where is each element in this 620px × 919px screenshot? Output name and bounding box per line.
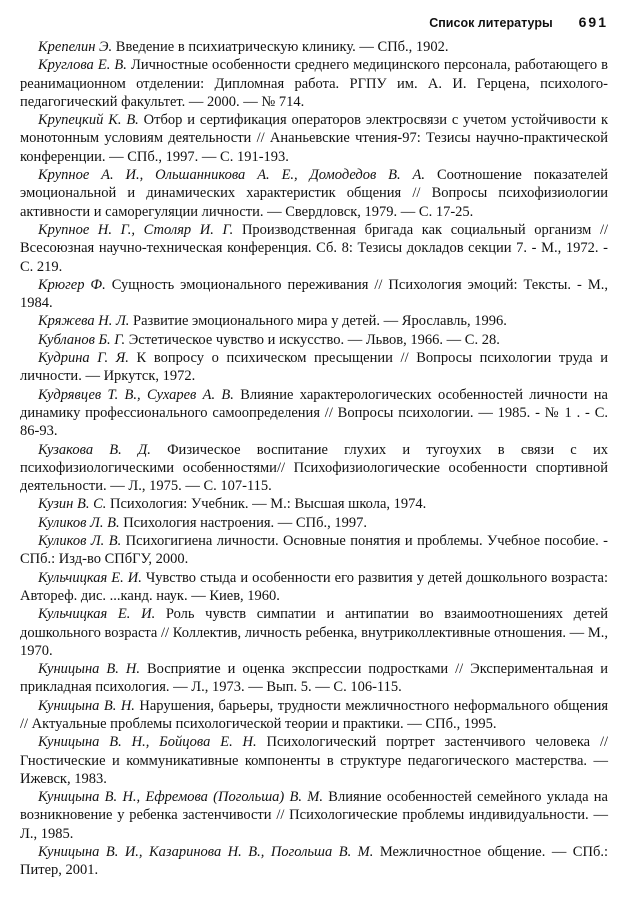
entry-author: Куницына В. Н.: [38, 661, 140, 678]
entry-author: Круглова Е. В.: [38, 57, 127, 74]
entry-text: К вопросу о психическом пресыщении // Вопросы психологии труда и личности. — Иркутск, 1972.: [20, 350, 608, 385]
bibliography-entry: [20, 441, 608, 496]
entry-text: Психогигиена личности. Основные понятия и проблемы. Учебное пособие. - СПб.: Изд-во СПбГУ, 2000.: [20, 533, 608, 568]
entry-author: Крюгер Ф.: [38, 276, 106, 293]
bibliography-entry: [20, 569, 608, 606]
bibliography-entry: [20, 111, 608, 166]
entry-author: Кряжева Н. Л.: [38, 313, 130, 330]
bibliography-entry: [20, 514, 608, 532]
entry-author: Крупное Н. Г., Столяр И. Г.: [38, 221, 234, 238]
bibliography-entry: [20, 532, 608, 569]
entry-author: Куницына В. Н., Бойцова Е. Н.: [38, 734, 257, 751]
bibliography-entry: [20, 788, 608, 843]
entry-text: Отбор и сертификация операторов электросвязи с учетом устойчивости к монотонным условиям деятельности // Ананьевские чтения-97: Тезисы научно-практической конференции. — СПб., 1997. — С. 191-193.: [20, 112, 608, 165]
entry-author: Куницына В. Н.: [38, 697, 135, 714]
bibliography-entry: [20, 38, 608, 56]
entry-author: Куницына В. Н., Ефремова (Погольша) В. М.: [38, 789, 323, 806]
bibliography-entry: [20, 605, 608, 660]
entry-author: Кудрявцев Т. В., Сухарев А. В.: [38, 386, 234, 403]
entry-author: Кубланов Б. Г.: [38, 331, 126, 348]
entry-text: Производственная бригада как социальный организм // Всесоюзная научно-техническая конференция. Сб. 8: Тезисы докладов секции 7. - М., 1972. - С. 219.: [20, 221, 608, 275]
bibliography-entry: [20, 331, 608, 349]
entry-author: Кудрина Г. Я.: [38, 350, 129, 367]
bibliography-entry: [20, 221, 608, 276]
entry-text: Личностные особенности среднего медицинского персонала, работающего в реанимационном отделении: Дипломная работа. РГПУ им. А. И. Герцена, психолого-педагогический факультет. — 2000. — № 714.: [20, 57, 609, 110]
entry-author: Крупецкий К. В.: [38, 112, 139, 129]
entry-author: Куницына В. И., Казаринова Н. В., Погольша В. М.: [38, 844, 374, 861]
bibliography-entry: [20, 386, 608, 441]
entry-text: Влияние характерологических особенностей личности на динамику профессионального самоопределения // Вопросы психологии. — 1985. - № 1 . - С. 86-93.: [20, 386, 608, 440]
bibliography-entry: [20, 697, 608, 734]
bibliography-list: [20, 38, 608, 880]
bibliography-entry: [20, 56, 608, 111]
bibliography-entry: [20, 276, 608, 313]
entry-text: Межличностное общение. — СПб.: Питер, 2001.: [20, 844, 608, 879]
entry-text: Восприятие и оценка экспрессии подростками // Экспериментальная и прикладная психология. — Л., 1973. — Вып. 5. — С. 106-115.: [20, 661, 608, 696]
bibliography-entry: [20, 349, 608, 386]
entry-text: Влияние особенностей семейного уклада на возникновение у ребенка застенчивости // Психологические проблемы индивидуальности. — Л., 1985.: [20, 789, 608, 842]
entry-author: Кульчицкая Е. И.: [38, 569, 142, 586]
bibliography-entry: [20, 166, 608, 221]
bibliography-entry: [20, 660, 608, 697]
bibliography-entry: [20, 843, 608, 880]
entry-text: Введение в психиатрическую клинику. — СПб., 1902.: [112, 39, 449, 55]
section-title: Список литературы: [429, 16, 553, 30]
entry-text: Соотношение показателей эмоциональной и динамических характеристик общения // Вопросы психофизиологии активности и саморегуляции личности. — Свердловск, 1979. — С. 17-25.: [20, 167, 608, 220]
entry-text: Эстетическое чувство и искусство. — Львов, 1966. — С. 28.: [125, 331, 500, 348]
entry-author: Кульчицкая Е. И.: [38, 606, 156, 623]
entry-author: Куликов Л. В.: [38, 514, 120, 531]
entry-text: Чувство стыда и особенности его развития у детей дошкольного возраста: Автореф. дис. ...канд. наук. — Киев, 1960.: [20, 569, 608, 604]
entry-text: Физическое воспитание глухих и тугоухих в связи с их психофизиологическими особенностями// Психофизиологические особенности спортивной деятельности. — Л., 1975. — С. 107-115.: [20, 441, 608, 495]
entry-author: Крепелин Э.: [38, 39, 113, 55]
entry-text: Роль чувств симпатии и антипатии во взаимоотношениях детей дошкольного возраста // Коллектив, личность ребенка, внутриколлективные отношения. — М., 1970.: [20, 606, 608, 659]
bibliography-entry: [20, 495, 608, 513]
entry-author: Кузакова В. Д.: [38, 441, 151, 458]
entry-text: Нарушения, барьеры, трудности межличностного неформального общения // Актуальные проблемы психологической теории и практики. — СПб., 1995.: [20, 697, 608, 732]
entry-text: Психологический портрет застенчивого человека // Гностические и коммуникативные компоненты в структуре педагогического мастерства. — Ижевск, 1983.: [20, 734, 609, 787]
page-number: 691: [578, 14, 608, 30]
running-header: [20, 0, 608, 30]
bibliography-entry: [20, 312, 608, 330]
bibliography-entry: [20, 733, 608, 788]
entry-text: Психология настроения. — СПб., 1997.: [119, 514, 367, 531]
entry-text: Психология: Учебник. — М.: Высшая школа, 1974.: [106, 496, 427, 513]
entry-text: Сущность эмоционального переживания // Психология эмоций: Тексты. - М., 1984.: [20, 276, 608, 312]
entry-text: Развитие эмоционального мира у детей. — Ярославль, 1996.: [129, 313, 507, 330]
entry-author: Кузин В. С.: [38, 496, 107, 513]
entry-author: Куликов Л. В.: [38, 533, 122, 550]
entry-author: Крупное А. И., Ольшанникова А. Е., Домодедов В. А.: [38, 167, 426, 184]
